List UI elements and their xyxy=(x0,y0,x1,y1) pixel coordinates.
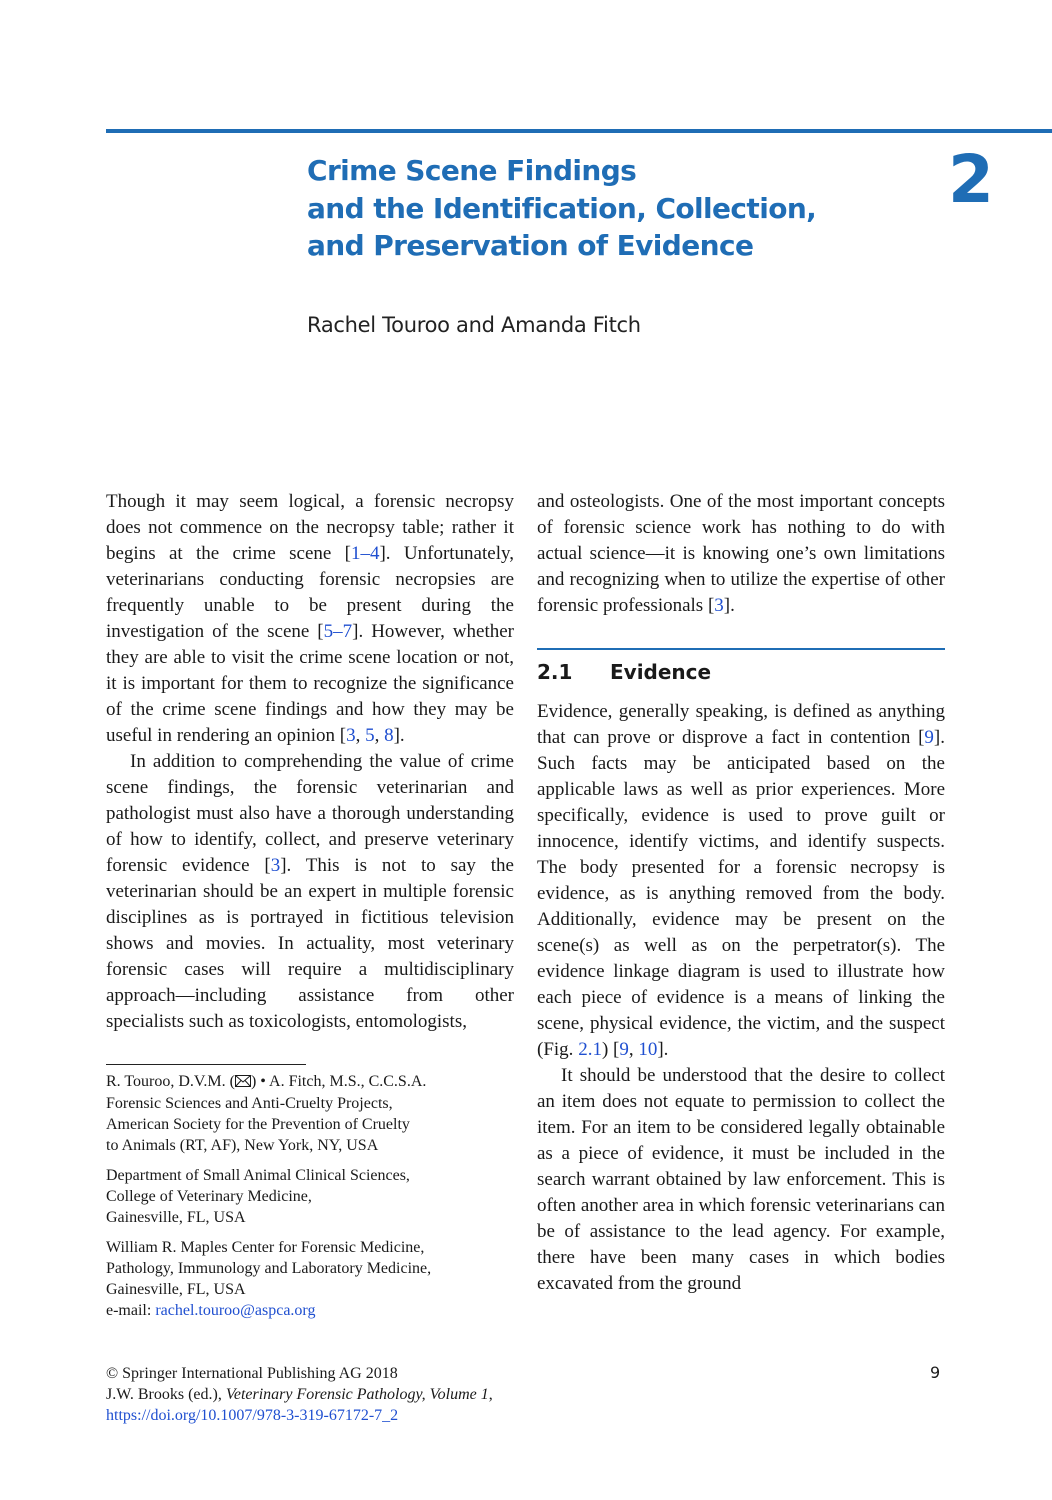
right-column xyxy=(537,489,945,1297)
chapter-number: 2 xyxy=(948,141,994,218)
figure-link[interactable]: 2.1 xyxy=(578,1039,602,1060)
citation-link[interactable]: 3 xyxy=(270,855,281,876)
citation-link[interactable]: 3 xyxy=(714,595,724,616)
citation-link[interactable]: 8 xyxy=(384,725,394,746)
copyright-line: © Springer International Publishing AG 2018 xyxy=(106,1365,398,1382)
email-link[interactable]: rachel.touroo@aspca.org xyxy=(155,1302,316,1319)
chapter-title-line: Crime Scene Findings xyxy=(307,154,637,187)
book-citation: J.W. Brooks (ed.), Veterinary Forensic Pathology, Volume 1, xyxy=(106,1386,493,1403)
footnote-block: Department of Small Animal Clinical Sciences, College of Veterinary Medicine, Gainesville, FL, USA xyxy=(106,1167,410,1226)
citation-link[interactable]: 3 xyxy=(346,725,356,746)
footnote-block: William R. Maples Center for Forensic Medicine, Pathology, Immunology and Laboratory Medicine, Gainesville, FL, USA e-mail: rachel.touroo@aspca.org xyxy=(106,1239,432,1319)
page-number: 9 xyxy=(930,1363,941,1382)
left-column xyxy=(106,489,514,1035)
citation-link[interactable]: 10 xyxy=(638,1039,658,1060)
publication-info xyxy=(106,1363,493,1426)
citation-link[interactable]: 9 xyxy=(619,1039,629,1060)
citation-link[interactable]: 5 xyxy=(365,725,375,746)
envelope-icon xyxy=(235,1072,251,1093)
body-paragraph: In addition to comprehending the value of crime scene findings, the forensic veterinarian and pathologist must also have a thorough understanding of how to identify, collect, and preserve veterinary forensic evidence [3]. This is not to say the veterinarian should be an expert in multiple forensic disciplines as is portrayed in fictitious television shows and movies. In actuality, most veterinary forensic cases will require a multidisciplinary approach—including assistance from other specialists such as toxicologists, entomologists, xyxy=(106,751,514,1032)
chapter-top-rule xyxy=(106,129,1052,133)
section-title: Evidence xyxy=(610,660,712,684)
body-paragraph: and osteologists. One of the most important concepts of forensic science work has nothing to do with actual science—it is knowing one’s own limitations and recognizing when to utilize the expertise of other forensic professionals [3]. xyxy=(537,491,945,616)
author-footnotes xyxy=(106,1071,526,1330)
body-paragraph: Evidence, generally speaking, is defined as anything that can prove or disprove a fact in contention [9]. Such facts may be anticipated based on the applicable laws as well as prior experiences. More specifically, evidence is used to prove guilt or innocence, identify victims, and identify suspects. The body presented for a forensic necropsy is evidence, as is anything removed from the body. Additionally, evidence may be present on the scene(s) as well as on the perpetrator(s). The evidence linkage diagram is used to illustrate how each piece of evidence is a means of linking the scene, physical evidence, the victim, and the suspect (Fig. 2.1) [9, 10]. xyxy=(537,701,945,1060)
footnote-rule xyxy=(106,1064,306,1065)
footnote-block: R. Touroo, D.V.M. ( ) • A. Fitch, M.S., C.C.S.A. Forensic Sciences and Anti-Cruelty Projects, American Society for the Prevention of Cruelty to Animals (RT, AF), New York, NY, USA xyxy=(106,1073,427,1154)
citation-link[interactable]: 5–7 xyxy=(323,621,353,642)
citation-link[interactable]: 9 xyxy=(924,727,934,748)
citation-link[interactable]: 1–4 xyxy=(350,543,380,564)
body-paragraph: It should be understood that the desire to collect an item does not equate to permission to collect the item. For an item to be considered legally obtainable as a piece of evidence, it must be included in the search warrant obtained by law enforcement. This is often another area in which forensic veterinarians can be of assistance to the lead agency. For example, there have been many cases in which bodies excavated from the ground xyxy=(537,1065,945,1294)
doi-link[interactable]: https://doi.org/10.1007/978-3-319-67172-7_2 xyxy=(106,1407,399,1424)
body-paragraph: Though it may seem logical, a forensic necropsy does not commence on the necropsy table; rather it begins at the crime scene [1–4]. Unfortunately, veterinarians conducting forensic necropsies are frequently unable to be present during the investigation of the scene [5–7]. However, whether they are able to visit the crime scene location or not, it is important for them to recognize the significance of the crime scene findings and how they may be useful in rendering an opinion [3, 5, 8]. xyxy=(106,491,514,746)
section-heading xyxy=(537,659,945,699)
chapter-title-line: and the Identification, Collection, xyxy=(307,191,817,225)
chapter-title xyxy=(307,152,867,265)
chapter-authors: Rachel Touroo and Amanda Fitch xyxy=(307,313,641,337)
chapter-title-line: and Preservation of Evidence xyxy=(307,229,754,262)
section-rule xyxy=(537,648,945,650)
section-number: 2.1 xyxy=(537,660,573,684)
